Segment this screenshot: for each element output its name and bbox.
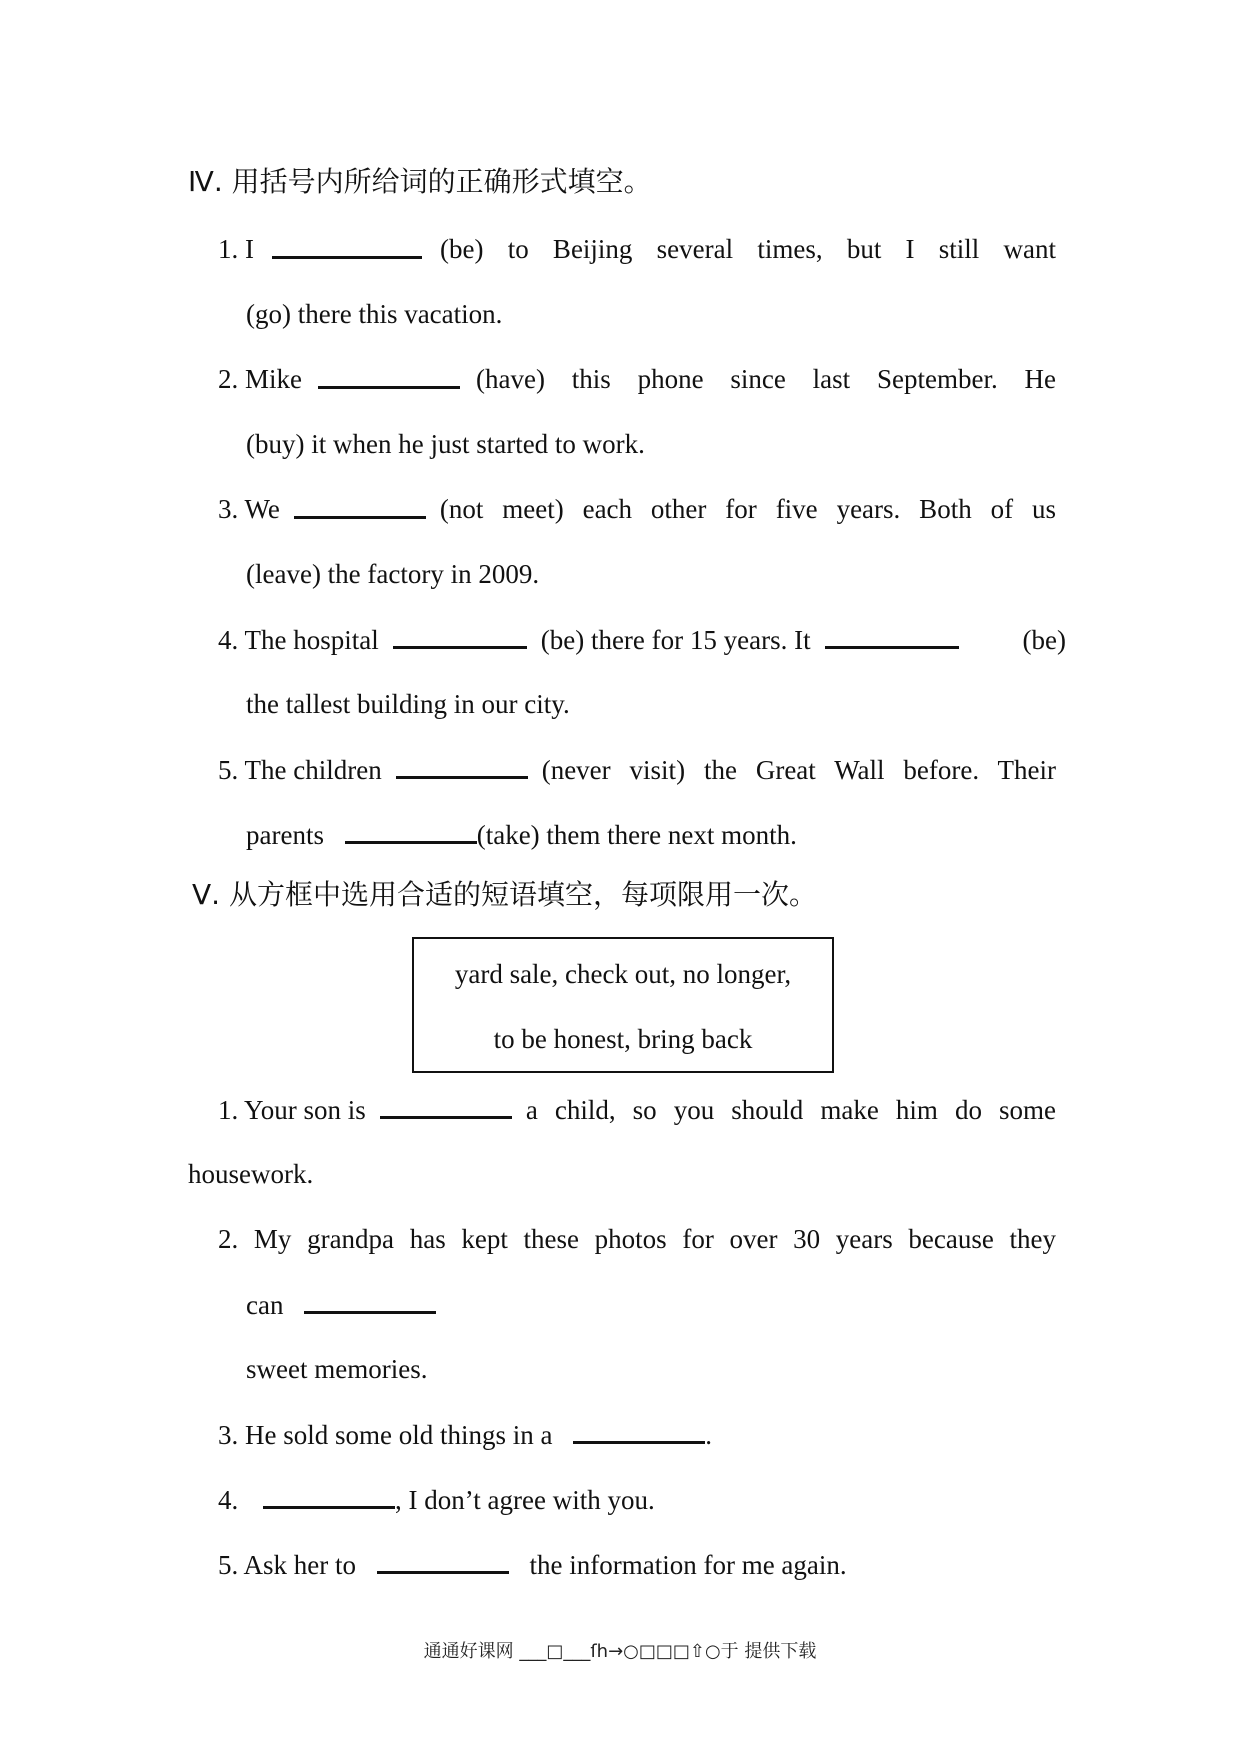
question-4-3: [218, 492, 1056, 526]
question-4-4: [218, 622, 1066, 657]
q5-2-can: can: [246, 1290, 284, 1320]
answer-blank[interactable]: [396, 752, 528, 779]
question-4-1: [218, 232, 1056, 266]
question-5-2-line3: sweet memories.: [246, 1354, 428, 1384]
answer-blank[interactable]: [263, 1482, 395, 1509]
q5-1-part2: a child, so you should make him do some: [525, 1095, 1056, 1125]
q5-5-part1: 5. Ask her to: [218, 1550, 356, 1580]
question-4-1-line2: (go) there this vacation.: [246, 299, 503, 329]
question-5-1-line2: housework.: [188, 1159, 314, 1189]
q4-4-part2: (be) there for 15 years. It: [540, 625, 811, 655]
question-5-4: [218, 1482, 655, 1517]
question-5-2: 2. My grandpa has kept these photos for over 30 years because they: [218, 1224, 1056, 1254]
q4-3-part2: (not meet) each other for five years. Both of us: [439, 494, 1056, 524]
answer-blank[interactable]: [304, 1287, 436, 1314]
word-box-line-1: yard sale, check out, no longer,: [454, 959, 792, 989]
question-4-2-line2: (buy) it when he just started to work.: [246, 429, 645, 459]
word-box-line-2: to be honest, bring back: [493, 1024, 753, 1054]
section-4-heading: Ⅳ. 用括号内所给词的正确形式填空。: [188, 165, 652, 198]
q5-3-part2: .: [705, 1420, 712, 1450]
question-4-2: [218, 362, 1056, 396]
q4-4-part3: (be): [1022, 625, 1066, 655]
q4-2-part1: 2. Mike: [218, 364, 302, 394]
answer-blank[interactable]: [393, 622, 527, 649]
question-5-3: [218, 1417, 712, 1452]
q5-5-part2: the information for me again.: [529, 1550, 847, 1580]
q4-5-part2: (never visit) the Great Wall before. Their: [541, 755, 1056, 785]
page-footer: 通通好课网 ___□___ſh→○□□□⇧○于 提供下载: [423, 1641, 817, 1662]
answer-blank[interactable]: [272, 232, 422, 259]
answer-blank[interactable]: [380, 1092, 512, 1119]
word-box: [412, 937, 834, 1073]
answer-blank[interactable]: [377, 1547, 509, 1574]
answer-blank[interactable]: [318, 362, 460, 389]
question-4-4-line2: the tallest building in our city.: [246, 689, 570, 719]
q4-1-part1: 1. I: [218, 234, 254, 264]
question-5-2-line2: [246, 1287, 436, 1322]
question-5-1: [218, 1092, 1056, 1127]
q4-5-part1: 5. The children: [218, 755, 382, 785]
q4-3-part1: 3. We: [218, 494, 280, 524]
answer-blank[interactable]: [294, 492, 426, 519]
section-5-heading: Ⅴ. 从方框中选用合适的短语填空，每项限用一次。: [192, 878, 817, 911]
question-5-5: [218, 1547, 847, 1582]
q4-1-part2: (be) to Beijing several times, but I still want: [440, 234, 1056, 264]
answer-blank[interactable]: [573, 1417, 705, 1444]
q4-4-part1: 4. The hospital: [218, 625, 379, 655]
q5-4-part1: 4.: [218, 1485, 239, 1515]
q5-3-part1: 3. He sold some old things in a: [218, 1420, 553, 1450]
q4-5-part3: parents: [246, 820, 324, 850]
q5-4-part2: , I don’t agree with you.: [395, 1485, 655, 1515]
q4-2-part2: (have) this phone since last September. He: [476, 364, 1056, 394]
question-4-5: [218, 752, 1056, 787]
q4-5-part4: (take) them there next month.: [476, 820, 797, 850]
question-4-5-line2: [246, 817, 797, 852]
answer-blank[interactable]: [345, 817, 477, 844]
question-4-3-line2: (leave) the factory in 2009.: [246, 559, 540, 589]
answer-blank[interactable]: [825, 622, 959, 649]
q5-1-part1: 1. Your son is: [218, 1095, 366, 1125]
